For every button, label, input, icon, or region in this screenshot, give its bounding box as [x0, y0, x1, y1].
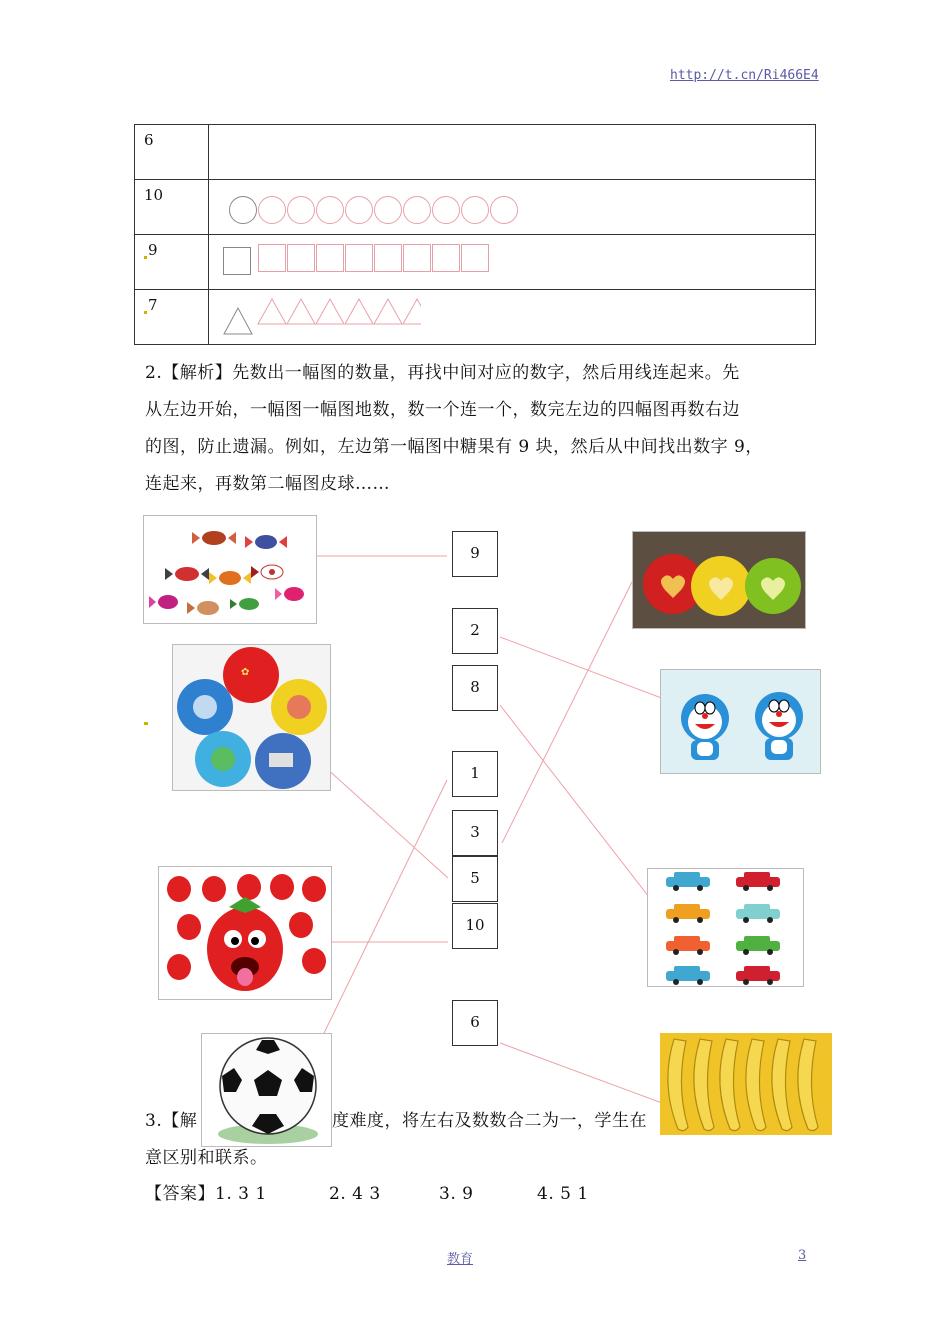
text-line [145, 1103, 665, 1140]
footer-link[interactable]: 教育 [447, 1252, 474, 1267]
match-line [500, 705, 656, 906]
answer-line [145, 1176, 815, 1213]
row-number: 7 [135, 290, 209, 345]
apples-icon [633, 532, 805, 628]
strawberries-image [158, 866, 332, 1000]
bananas-image [660, 1033, 832, 1135]
section3-cont: 度难度，将左右及数数合二为一，学生在 [332, 1111, 647, 1131]
candies-icon [144, 516, 316, 623]
row-number: 6 [135, 125, 209, 180]
match-line [500, 637, 672, 702]
text-line: 连起来，再数第二幅图皮球…… [145, 474, 390, 494]
bananas-icon [660, 1033, 832, 1135]
section3-paragraph [145, 1103, 665, 1177]
answer-label: 【答案】 [145, 1184, 215, 1204]
row-number: 9 [135, 235, 209, 290]
text-line: 2.【解析】先数出一幅图的数量，再找中间对应的数字，然后用线连起来。先 [145, 363, 740, 383]
yellow-mark [144, 722, 148, 725]
section3-start: 3.【解 [145, 1111, 198, 1131]
text-line: 意区别和联系。 [145, 1148, 268, 1168]
match-line [502, 582, 632, 843]
doraemon-image [660, 669, 821, 774]
apples-image [632, 531, 806, 629]
match-line [314, 757, 448, 878]
number-box: 10 [452, 903, 498, 949]
cars-icon [648, 869, 803, 986]
cars-image [647, 868, 804, 987]
page-number[interactable]: 3 [798, 1248, 807, 1263]
match-line [500, 1043, 662, 1103]
number-box: 5 [452, 856, 498, 902]
svg-text:✿: ✿ [241, 667, 250, 678]
answer-item: 1. 3 1 [215, 1184, 267, 1204]
row-number: 10 [135, 180, 209, 235]
text-line: 的图，防止遗漏。例如，左边第一幅图中糖果有 9 块，然后从中间找出数字 9， [145, 437, 763, 457]
number-box: 8 [452, 665, 498, 711]
number-box: 9 [452, 531, 498, 577]
balls-icon [173, 645, 330, 790]
balls-image [172, 644, 331, 791]
number-box: 6 [452, 1000, 498, 1046]
answer-item: 3. 9 [439, 1184, 474, 1204]
number-box: 2 [452, 608, 498, 654]
header-link[interactable]: http://t.cn/Ri466E4 [670, 68, 819, 83]
text-line: 从左边开始，一幅图一幅图地数，数一个连一个，数完左边的四幅图再数右边 [145, 400, 740, 420]
answer-item: 2. 4 3 [329, 1184, 381, 1204]
number-box: 1 [452, 751, 498, 797]
strawberries-icon [159, 867, 331, 999]
number-box: 3 [452, 810, 498, 856]
doraemon-icon [661, 670, 820, 773]
answer-item: 4. 5 1 [537, 1184, 589, 1204]
candies-image [143, 515, 317, 624]
